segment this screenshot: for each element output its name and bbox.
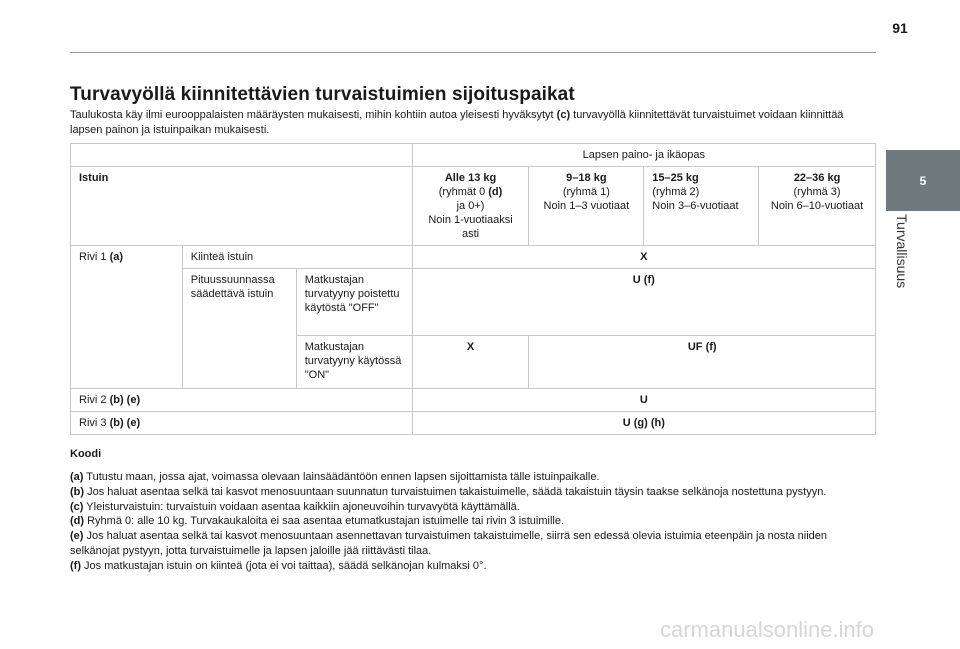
row1-ref: (a) bbox=[109, 251, 124, 263]
airbag-on-label: Matkustajan turvatyyny käytössä "ON" bbox=[296, 336, 412, 389]
row2-label bbox=[71, 389, 413, 412]
code-ref: (a) bbox=[70, 471, 84, 483]
fixed-seat-value: X bbox=[412, 246, 875, 269]
codes-heading: Koodi bbox=[70, 448, 102, 460]
code-text: Ryhmä 0: alle 10 kg. Turvakaukaloita ei saa asentaa etumatkustajan istuimelle tai rivin 3 istuimille. bbox=[84, 515, 565, 528]
code-item bbox=[70, 559, 870, 574]
table-subheader-row bbox=[71, 167, 876, 246]
code-text: Jos haluat asentaa selkä tai kasvot menosuuntaan asennettavan turvaistuimen takaistuimelle, siirrä sen edessä olevia istuimia eteenpäin ja nosta niiden selkänojat pystyyn, jotta turvaistuimelle ja lapsen jaloille jää riittävästi tilaa. bbox=[70, 530, 828, 557]
weight-col-3-group: (ryhmä 2) bbox=[652, 186, 700, 198]
weight-group-header: Lapsen paino- ja ikäopas bbox=[412, 144, 875, 167]
weight-col-1-weight: Alle 13 kg bbox=[444, 172, 497, 184]
header-rule bbox=[70, 52, 876, 53]
row1-label-text: Rivi 1 bbox=[79, 251, 110, 263]
table-row bbox=[71, 412, 876, 435]
intro-ref: (c) bbox=[556, 109, 571, 121]
weight-col-4-group: (ryhmä 3) bbox=[793, 186, 841, 198]
table-row bbox=[71, 246, 876, 269]
weight-col-3-age: Noin 3–6-vuotiaat bbox=[652, 200, 739, 212]
weight-col-2 bbox=[529, 167, 644, 246]
table-row bbox=[71, 269, 876, 336]
airbag-off-value: U (f) bbox=[412, 269, 875, 336]
code-item bbox=[70, 485, 870, 500]
page-number: 91 bbox=[892, 20, 908, 36]
table-row bbox=[71, 389, 876, 412]
watermark: carmanualsonline.info bbox=[660, 617, 875, 642]
code-text: Jos matkustajan istuin on kiinteä (jota ei voi taittaa), säädä selkänojan kulmaksi 0°. bbox=[81, 559, 487, 572]
weight-col-2-weight: 9–18 kg bbox=[566, 172, 607, 184]
row2-value: U bbox=[412, 389, 875, 412]
code-text: Jos haluat asentaa selkä tai kasvot menosuuntaan suunnatun turvaistuimen takaistuimelle, säädä takaistuin täysin taakse selkänoja nostettuna pystyyn. bbox=[84, 485, 827, 498]
code-item bbox=[70, 500, 870, 515]
code-ref: (c) bbox=[70, 500, 84, 513]
code-item bbox=[70, 529, 870, 559]
code-item bbox=[70, 470, 870, 485]
code-item bbox=[70, 514, 870, 529]
code-text: Yleisturvaistuin: turvaistuin voidaan asentaa kaikkiin ajoneuvoihin turvavyötä käyttämällä. bbox=[83, 500, 520, 513]
row1-label bbox=[71, 246, 183, 389]
fixed-seat-label: Kiinteä istuin bbox=[182, 246, 412, 269]
seat-table bbox=[70, 143, 876, 435]
code-ref: (d) bbox=[70, 515, 85, 528]
weight-col-4-age: Noin 6–10-vuotiaat bbox=[770, 200, 864, 212]
weight-col-2-group: (ryhmä 1) bbox=[562, 186, 610, 198]
row3-label-text: Rivi 3 bbox=[79, 417, 110, 429]
weight-col-4 bbox=[759, 167, 876, 246]
intro-text-start: Taulukosta käy ilmi eurooppalaisten määräysten mukaisesti, mihin kohtiin autoa yleisesti hyväksytyt bbox=[70, 109, 557, 121]
code-text: Tutustu maan, jossa ajat, voimassa olevaan lainsäädäntöön ennen lapsen sijoittamista tälle istuinpaikalle. bbox=[83, 471, 600, 483]
weight-col-3 bbox=[644, 167, 759, 246]
codes-list bbox=[70, 470, 870, 574]
row3-ref: (b) (e) bbox=[109, 417, 141, 429]
code-ref: (f) bbox=[70, 559, 81, 572]
row2-ref: (b) (e) bbox=[109, 394, 141, 406]
chapter-label: Turvallisuus bbox=[894, 214, 910, 289]
weight-col-1-group-cont: ja 0+) bbox=[456, 200, 485, 212]
table-header-row bbox=[71, 144, 876, 167]
header-empty-cell bbox=[71, 144, 413, 167]
seat-header: Istuin bbox=[71, 167, 413, 246]
row3-value: U (g) (h) bbox=[412, 412, 875, 435]
weight-col-3-weight: 15–25 kg bbox=[652, 172, 699, 184]
airbag-on-value-1: X bbox=[412, 336, 529, 389]
intro-text-end: turvavyöllä kiinnitettävät turvaistuimet voidaan kiinnittää lapsen painon ja istuinpaikan mukaisesti. bbox=[70, 109, 844, 136]
row3-label bbox=[71, 412, 413, 435]
weight-col-2-age: Noin 1–3 vuotiaat bbox=[543, 200, 630, 212]
chapter-number: 5 bbox=[919, 173, 927, 188]
weight-col-1 bbox=[412, 167, 529, 246]
code-ref: (e) bbox=[70, 530, 84, 543]
adjustable-seat-label: Pituussuunnassa säädettävä istuin bbox=[182, 269, 296, 389]
code-ref: (b) bbox=[70, 485, 85, 498]
airbag-off-label: Matkustajan turvatyyny poistettu käytöstä "OFF" bbox=[296, 269, 412, 336]
page-title: Turvavyöllä kiinnitettävien turvaistuimien sijoituspaikat bbox=[70, 84, 575, 105]
weight-col-1-group: (ryhmät 0 bbox=[438, 186, 489, 198]
airbag-on-value-2: UF (f) bbox=[529, 336, 876, 389]
chapter-tab[interactable] bbox=[886, 150, 960, 211]
row2-label-text: Rivi 2 bbox=[79, 394, 110, 406]
weight-col-1-age: Noin 1-vuotiaaksi asti bbox=[428, 214, 513, 240]
intro-paragraph bbox=[70, 108, 870, 138]
weight-col-1-ref: (d) bbox=[488, 186, 503, 198]
weight-col-4-weight: 22–36 kg bbox=[793, 172, 841, 184]
